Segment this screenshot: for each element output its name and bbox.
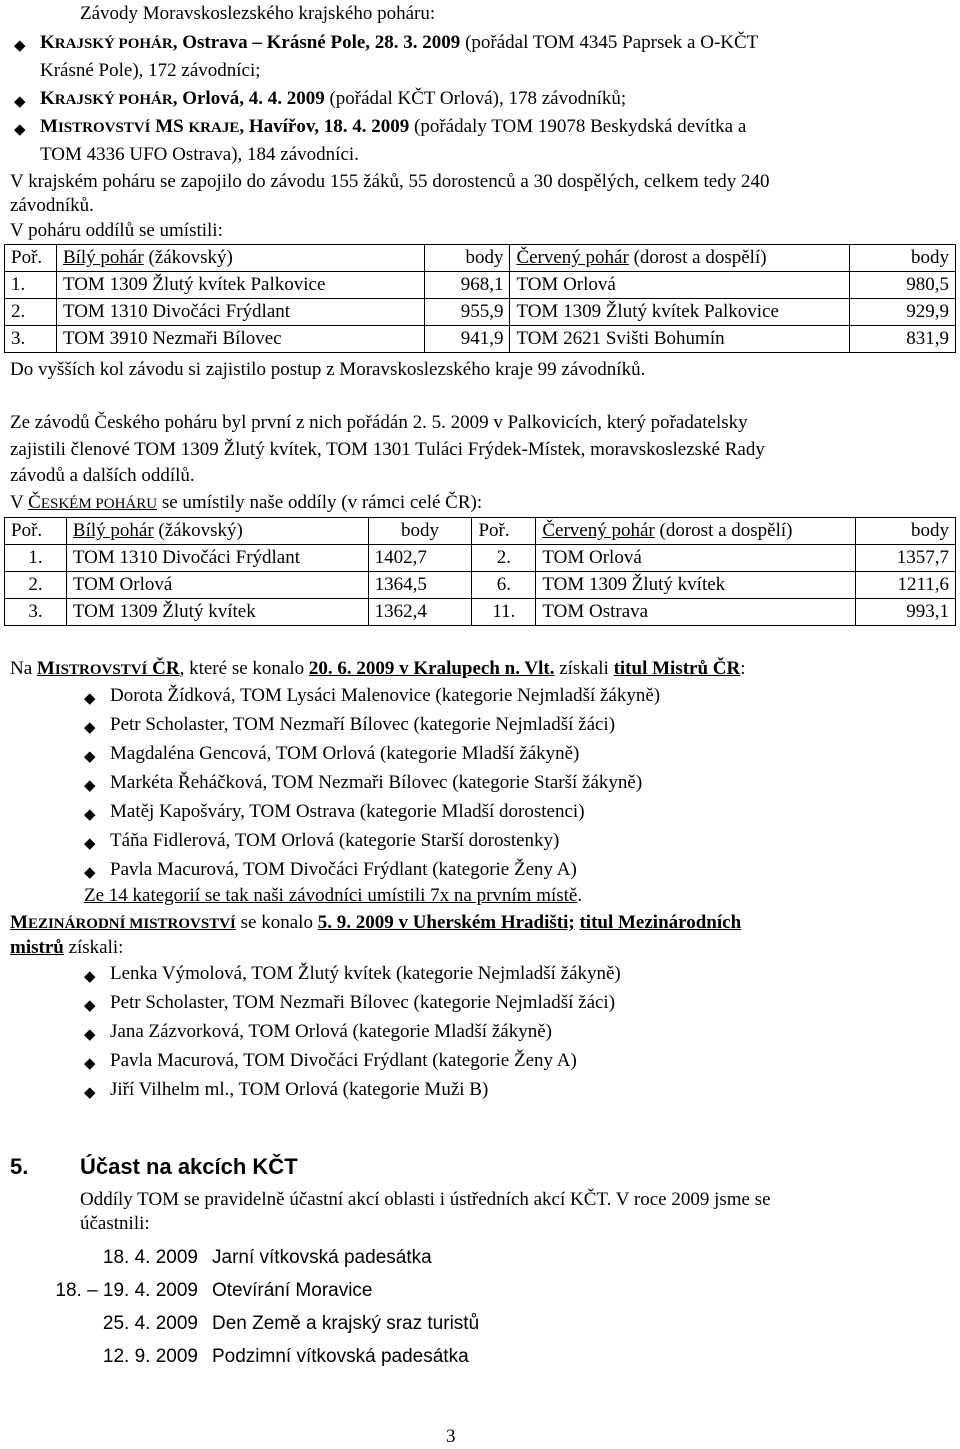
header-points: body [856,518,956,545]
section-title: Účast na akcích KČT [80,1154,298,1179]
list-item: Pavla Macurová, TOM Divočáci Frýdlant (kategorie Ženy A) [110,1050,577,1071]
table-header-row [5,518,956,545]
list-item: Markéta Řeháčková, TOM Nezmaři Bílovec (kategorie Starší žákyně) [110,772,643,793]
regional-cup-table [4,244,956,353]
cell: 1211,6 [856,572,956,599]
table-row [5,572,956,599]
race-2: KRAJSKÝ POHÁR, Orlová, 4. 4. 2009 (pořádal KČT Orlová), 178 závodníků; [40,88,627,109]
cell: TOM Orlová [66,572,368,599]
table-row [5,299,956,326]
cell: 941,9 [424,326,510,353]
header-points: body [368,518,472,545]
header-rank: Poř. [5,245,57,272]
list-item: Pavla Macurová, TOM Divočáci Frýdlant (kategorie Ženy A) [110,859,577,880]
cell: TOM 2621 Svišti Bohumín [510,326,850,353]
event-date: 12. 9. 2009 [102,1346,198,1367]
czech-cup-paragraph-3: závodů a dalších oddílů. [10,465,195,486]
section-number: 5. [10,1154,29,1179]
diamond-bullet-icon: ◆ [84,865,96,881]
cell: 968,1 [424,272,510,299]
cell: 2. [472,545,536,572]
intro-text: Závody Moravskoslezského krajského poháru: [80,3,436,24]
cell: 1364,5 [368,572,472,599]
list-item: Lenka Výmolová, TOM Žlutý kvítek (kategorie Nejmladší žákyně) [110,963,621,984]
diamond-bullet-icon: ◆ [14,38,26,54]
section-paragraph: Oddíly TOM se pravidelně účastní akcí oblasti i ústředních akcí KČT. V roce 2009 jsme se [80,1189,771,1210]
list-item: Petr Scholaster, TOM Nezmaři Bílovec (kategorie Nejmladší žáci) [110,992,616,1013]
cell: 11. [472,599,536,626]
regional-summary-cont: závodníků. [10,195,94,216]
event-name: Otevírání Moravice [212,1280,373,1301]
event-date: 18. 4. 2009 [102,1247,198,1268]
header-points: body [850,245,956,272]
cell: 980,5 [850,272,956,299]
cell: TOM 1309 Žlutý kvítek [536,572,856,599]
header-white-cup: Bílý pohár (žákovský) [56,245,424,272]
list-item: Jana Zázvorková, TOM Orlová (kategorie Mladší žákyně) [110,1021,552,1042]
intl-heading-cont: mistrů získali: [10,937,124,958]
cell: 3. [5,599,67,626]
cell: TOM 1309 Žlutý kvítek Palkovice [56,272,424,299]
event-name: Jarní vítkovská padesátka [212,1247,432,1268]
cell: TOM Ostrava [536,599,856,626]
list-item: Jiří Vilhelm ml., TOM Orlová (kategorie Muži B) [110,1079,489,1100]
mcr-summary: Ze 14 kategorií se tak naši závodníci umístili 7x na prvním místě. [84,885,583,906]
cell: TOM 1310 Divočáci Frýdlant [66,545,368,572]
cell: 1. [5,272,57,299]
intl-heading: MEZINÁRODNÍ MISTROVSTVÍ se konalo 5. 9. 2009 v Uherském Hradišti; titul Mezinárodních [10,912,742,933]
race-3: MISTROVSTVÍ MS KRAJE, Havířov, 18. 4. 2009 (pořádaly TOM 19078 Beskydská devítka a [40,116,747,137]
table-row [5,326,956,353]
czech-cup-table [4,517,956,626]
cell: 831,9 [850,326,956,353]
cell: 2. [5,572,67,599]
cell: TOM Orlová [510,272,850,299]
diamond-bullet-icon: ◆ [84,778,96,794]
diamond-bullet-icon: ◆ [14,122,26,138]
event-date: 25. 4. 2009 [102,1313,198,1334]
cell: 2. [5,299,57,326]
header-red-cup: Červený pohár (dorost a dospělí) [510,245,850,272]
table-row [5,545,956,572]
cell: TOM 1309 Žlutý kvítek Palkovice [510,299,850,326]
cell: 1357,7 [856,545,956,572]
cell: 993,1 [856,599,956,626]
czech-cup-heading: V ČESKÉM POHÁRU se umístily naše oddíly (v rámci celé ČR): [10,492,483,513]
diamond-bullet-icon: ◆ [84,1056,96,1072]
race-1-cont: Krásné Pole), 172 závodníci; [40,60,261,81]
cell: TOM 1309 Žlutý kvítek [66,599,368,626]
event-name: Den Země a krajský sraz turistů [212,1313,480,1334]
page-number: 3 [446,1426,456,1447]
race-1: KRAJSKÝ POHÁR, Ostrava – Krásné Pole, 28. 3. 2009 (pořádal TOM 4345 Paprsek a O-KČT [40,32,759,53]
cell: 955,9 [424,299,510,326]
section-paragraph-cont: účastnili: [80,1213,150,1234]
czech-cup-paragraph-1: Ze závodů Českého poháru byl první z nich pořádán 2. 5. 2009 v Palkovicích, který pořadatelsky [10,412,748,433]
cell: TOM 3910 Nezmaři Bílovec [56,326,424,353]
regional-clubs-heading: V poháru oddílů se umístili: [10,220,223,241]
diamond-bullet-icon: ◆ [84,969,96,985]
list-item: Magdaléna Gencová, TOM Orlová (kategorie Mladší žákyně) [110,743,580,764]
diamond-bullet-icon: ◆ [84,720,96,736]
diamond-bullet-icon: ◆ [84,1085,96,1101]
list-item: Táňa Fidlerová, TOM Orlová (kategorie Starší dorostenky) [110,830,560,851]
header-points: body [424,245,510,272]
regional-summary: V krajském poháru se zapojilo do závodu 155 žáků, 55 dorostenců a 30 dospělých, celkem tedy 240 [10,171,770,192]
cell: TOM 1310 Divočáci Frýdlant [56,299,424,326]
diamond-bullet-icon: ◆ [84,836,96,852]
czech-cup-paragraph-2: zajistili členové TOM 1309 Žlutý kvítek, TOM 1301 Tuláci Frýdek-Místek, moravskoslezské Rady [10,439,765,460]
cell: 6. [472,572,536,599]
list-item: Petr Scholaster, TOM Nezmaří Bílovec (kategorie Nejmladší žáci) [110,714,616,735]
event-date: 18. – 19. 4. 2009 [55,1280,198,1301]
list-item: Dorota Žídková, TOM Lysáci Malenovice (kategorie Nejmladší žákyně) [110,685,661,706]
diamond-bullet-icon: ◆ [84,998,96,1014]
cell: TOM Orlová [536,545,856,572]
header-white-cup: Bílý pohár (žákovský) [66,518,368,545]
diamond-bullet-icon: ◆ [84,749,96,765]
event-name: Podzimní vítkovská padesátka [212,1346,469,1367]
diamond-bullet-icon: ◆ [14,94,26,110]
diamond-bullet-icon: ◆ [84,691,96,707]
cell: 1362,4 [368,599,472,626]
diamond-bullet-icon: ◆ [84,807,96,823]
table-row [5,272,956,299]
cell: 1402,7 [368,545,472,572]
cell: 1. [5,545,67,572]
diamond-bullet-icon: ◆ [84,1027,96,1043]
list-item: Matěj Kapošváry, TOM Ostrava (kategorie Mladší dorostenci) [110,801,585,822]
header-rank: Poř. [472,518,536,545]
cell: 929,9 [850,299,956,326]
advance-note: Do vyšších kol závodu si zajistilo postup z Moravskoslezského kraje 99 závodníků. [10,359,646,380]
cell: 3. [5,326,57,353]
header-rank: Poř. [5,518,67,545]
table-row [5,599,956,626]
race-3-cont: TOM 4336 UFO Ostrava), 184 závodníci. [40,144,359,165]
header-red-cup: Červený pohár (dorost a dospělí) [536,518,856,545]
table-header-row [5,245,956,272]
mcr-heading: Na MISTROVSTVÍ ČR, které se konalo 20. 6. 2009 v Kralupech n. Vlt. získali titul Mistrů ČR: [10,658,746,679]
